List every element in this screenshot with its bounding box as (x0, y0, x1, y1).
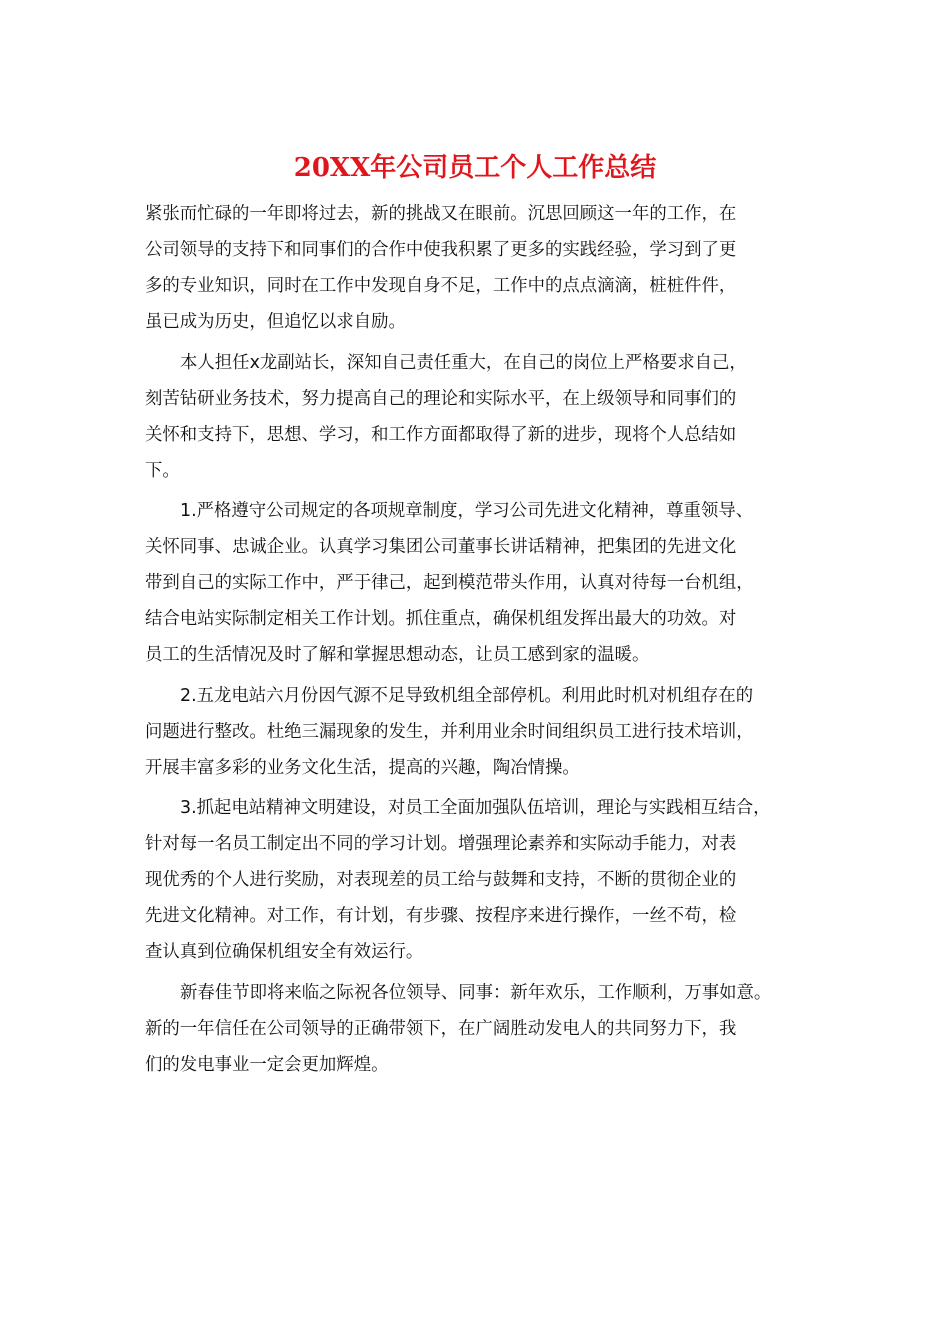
paragraph-line: 刻苦钻研业务技术，努力提高自己的理论和实际水平，在上级领导和同事们的 (145, 388, 737, 409)
paragraph-line: 新春佳节即将来临之际祝各位领导、同事：新年欢乐，工作顺利，万事如意。 (180, 982, 772, 1003)
paragraph-line: 查认真到位确保机组安全有效运行。 (145, 942, 424, 962)
paragraph-line: 关怀同事、忠诚企业。认真学习集团公司董事长讲话精神，把集团的先进文化 (145, 537, 737, 557)
paragraph (145, 493, 835, 673)
paragraph-line: 针对每一名员工制定出不同的学习计划。增强理论素养和实际动手能力，对表 (145, 834, 737, 854)
paragraph-line: 关怀和支持下，思想、学习，和工作方面都取得了新的进步，现将个人总结如 (145, 424, 737, 445)
document-title: 20XX年公司员工个人工作总结 (293, 153, 657, 183)
paragraph-line: 问题进行整改。杜绝三漏现象的发生，并利用业余时间组织员工进行技术培训， (145, 721, 754, 742)
paragraph (145, 678, 835, 786)
paragraph-line: 下。 (145, 460, 180, 481)
paragraph-line: 员工的生活情况及时了解和掌握思想动态，让员工感到家的温暖。 (145, 645, 650, 665)
paragraph-line: 现优秀的个人进行奖励，对表现差的员工给与鼓舞和支持，不断的贯彻企业的 (145, 870, 737, 890)
paragraph-line: 本人担任x龙副站长，深知自己责任重大，在自己的岗位上严格要求自己， (180, 352, 747, 373)
paragraph-line: 紧张而忙碌的一年即将过去，新的挑战又在眼前。沉思回顾这一年的工作，在 (145, 204, 737, 224)
paragraph (145, 196, 835, 340)
paragraph (145, 345, 835, 489)
paragraph (145, 790, 835, 970)
paragraph-line: 2.五龙电站六月份因气源不足导致机组全部停机。利用此时机对机组存在的 (180, 685, 754, 706)
paragraph-line: 新的一年信任在公司领导的正确带领下，在广阔胜动发电人的共同努力下，我 (145, 1018, 737, 1039)
paragraph-line: 1.严格遵守公司规定的各项规章制度，学习公司先进文化精神，尊重领导、 (180, 501, 754, 521)
paragraph-line: 公司领导的支持下和同事们的合作中使我积累了更多的实践经验，学习到了更 (145, 240, 737, 260)
paragraph-line: 多的专业知识，同时在工作中发现自身不足，工作中的点点滴滴，桩桩件件， (145, 276, 737, 296)
paragraph-line: 们的发电事业一定会更加辉煌。 (145, 1054, 389, 1075)
paragraph-line: 虽已成为历史，但追忆以求自励。 (145, 312, 406, 332)
paragraph (145, 975, 835, 1083)
document-body (145, 196, 835, 1087)
paragraph-line: 3.抓起电站精神文明建设，对员工全面加强队伍培训，理论与实践相互结合， (180, 798, 771, 818)
paragraph-line: 结合电站实际制定相关工作计划。抓住重点，确保机组发挥出最大的功效。对 (145, 609, 737, 629)
paragraph-line: 先进文化精神。对工作，有计划，有步骤、按程序来进行操作，一丝不苟，检 (145, 906, 737, 926)
paragraph-line: 开展丰富多彩的业务文化生活，提高的兴趣，陶冶情操。 (145, 757, 580, 778)
paragraph-line: 带到自己的实际工作中，严于律己，起到模范带头作用，认真对待每一台机组， (145, 573, 754, 593)
